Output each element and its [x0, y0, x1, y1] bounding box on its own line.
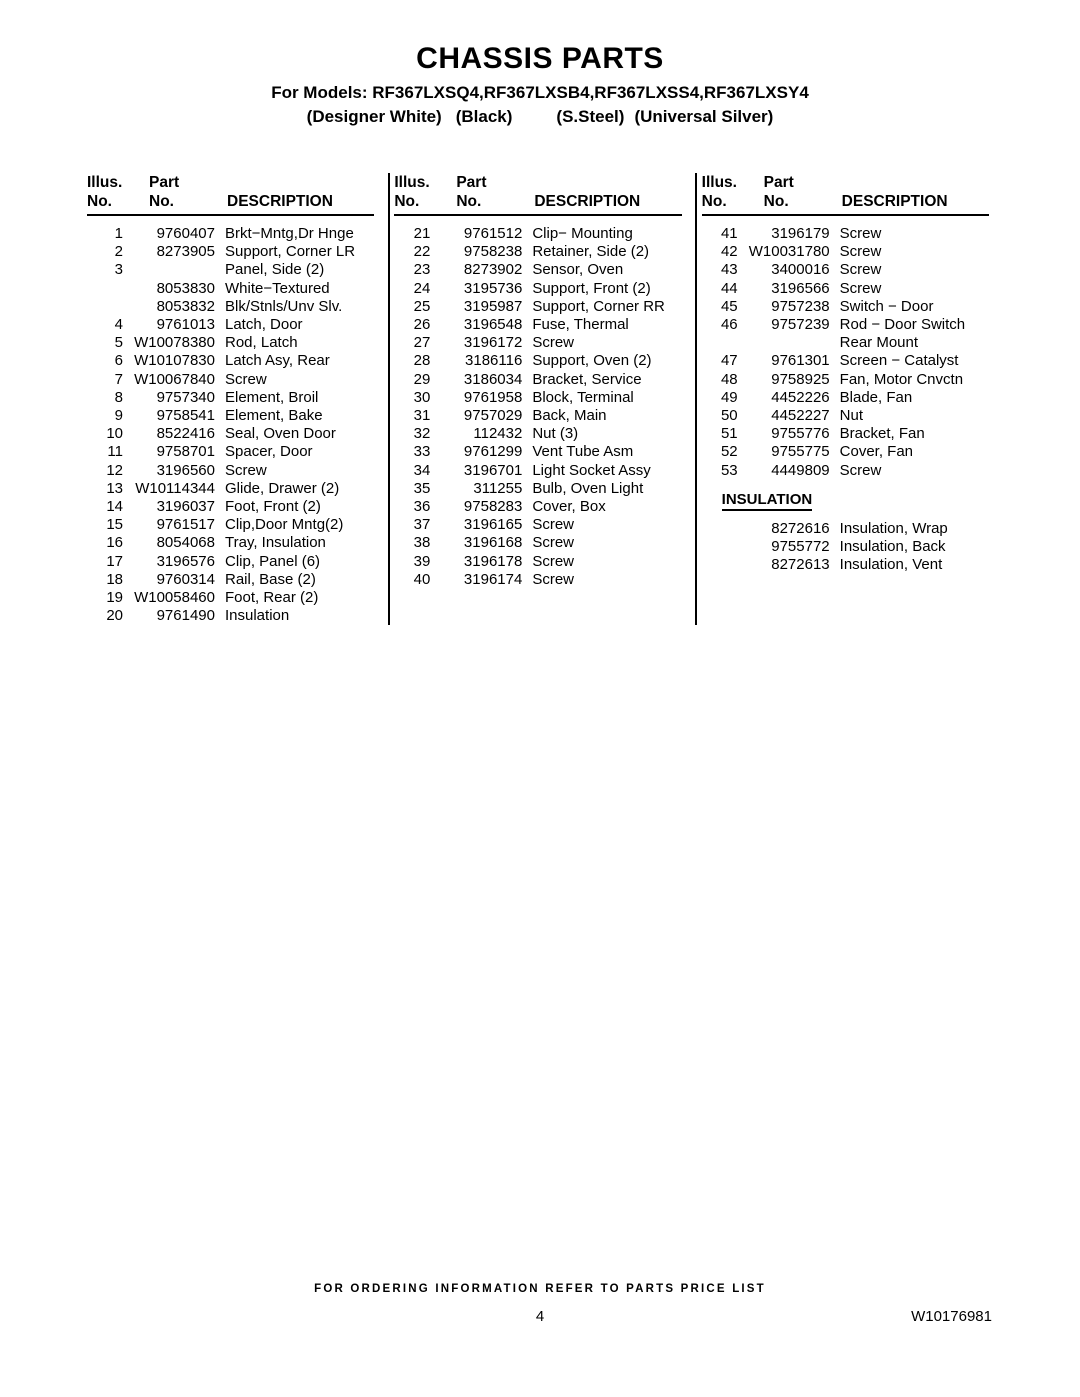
part-no-cell: 3196172: [463, 334, 523, 352]
header-illus-label: Illus.: [87, 174, 123, 191]
part-no-cell: 112432: [473, 425, 523, 443]
part-no-cell: 9760407: [156, 225, 215, 242]
part-no-cell: 9757340: [156, 388, 215, 406]
illus-no-cell: 36: [413, 498, 431, 516]
description-cell: Rod − Door Switch: [839, 316, 966, 334]
part-no-cell: 9755775: [771, 443, 830, 461]
part-no-cell: 9757239: [771, 316, 830, 334]
parts-rows: [87, 225, 374, 625]
illus-no-cell: 28: [413, 352, 431, 370]
models-line: For Models: RF367LXSQ4,RF367LXSB4,RF367LXSS4,RF367LXSY4: [271, 83, 809, 102]
illus-no-cell: 14: [106, 498, 123, 516]
parts-row: [394, 371, 681, 389]
illus-no-cell: 46: [720, 316, 738, 334]
part-no-cell: 3196566: [771, 279, 830, 297]
parts-row: [87, 553, 374, 571]
parts-row: [702, 225, 989, 243]
description-cell: Latch, Door: [225, 316, 303, 334]
part-no-cell: 3196179: [771, 225, 830, 242]
description-cell: Screw: [532, 534, 575, 552]
parts-column-2: [386, 173, 693, 589]
description-cell: Screw: [532, 552, 575, 570]
header-no-label: No.: [701, 193, 727, 210]
part-no-cell: 3196701: [463, 461, 523, 479]
part-no-cell: W10107830: [134, 352, 215, 370]
description-cell: Rear Mount: [839, 334, 919, 352]
illus-no-cell: 40: [413, 570, 431, 588]
description-cell: Light Socket Assy: [532, 461, 651, 479]
parts-row: [394, 498, 681, 516]
illus-no-cell: 4: [114, 316, 123, 334]
description-cell: Cover, Box: [532, 498, 606, 516]
illus-no-cell: 23: [413, 261, 431, 279]
parts-row: [394, 298, 681, 316]
part-no-cell: 8053830: [156, 279, 215, 297]
illus-no-cell: 30: [413, 388, 431, 406]
parts-row: [87, 225, 374, 243]
illus-no-cell: 51: [720, 425, 738, 443]
parts-row: [394, 443, 681, 461]
illus-no-cell: 31: [413, 407, 431, 425]
part-no-cell: 3196168: [463, 534, 523, 552]
finish-designer-white: (Designer White): [306, 107, 442, 126]
description-cell: Rod, Latch: [225, 334, 298, 352]
parts-row: [87, 316, 374, 334]
illus-no-cell: 9: [114, 407, 123, 425]
illus-no-cell: 42: [720, 243, 738, 261]
part-no-cell: 8273905: [156, 243, 215, 261]
illus-no-cell: 5: [114, 334, 123, 352]
description-cell: Support, Front (2): [532, 279, 651, 297]
parts-row: [702, 389, 989, 407]
parts-row: [87, 280, 374, 298]
finish-universal-silver: (Universal Silver): [634, 107, 774, 126]
description-cell: Tray, Insulation: [225, 534, 326, 552]
parts-row: [394, 261, 681, 279]
parts-row: [87, 407, 374, 425]
description-cell: Fan, Motor Cnvctn: [839, 370, 964, 388]
illus-no-cell: 45: [720, 297, 738, 315]
header-description-label: DESCRIPTION: [534, 193, 641, 210]
parts-row: [87, 534, 374, 552]
description-cell: Nut: [839, 407, 863, 425]
parts-row: [702, 298, 989, 316]
header-no-label: No.: [763, 193, 789, 210]
illus-no-cell: 17: [106, 552, 123, 570]
description-cell: Bulb, Oven Light: [532, 479, 644, 497]
parts-row: [394, 553, 681, 571]
illus-no-cell: 13: [106, 479, 123, 497]
description-cell: Blade, Fan: [839, 388, 913, 406]
part-no-cell: 3186116: [465, 352, 523, 370]
illus-no-cell: 38: [413, 534, 431, 552]
illus-no-cell: 20: [106, 607, 123, 625]
column-divider: [695, 173, 697, 625]
part-no-cell: 9758283: [463, 498, 523, 516]
part-no-cell: 3196178: [463, 552, 523, 570]
parts-row: [87, 516, 374, 534]
parts-row: [87, 443, 374, 461]
part-no-cell: 9758238: [463, 243, 523, 261]
parts-row: [394, 225, 681, 243]
description-cell: Screen − Catalyst: [839, 352, 959, 370]
part-no-cell: 3196165: [463, 516, 523, 534]
part-no-cell: 3195987: [463, 297, 523, 315]
insulation-section-title: INSULATION: [722, 491, 813, 511]
part-no-cell: 9755772: [771, 538, 830, 556]
part-no-cell: [123, 261, 215, 279]
illus-no-cell: 7: [114, 370, 123, 388]
description-cell: Insulation: [225, 607, 290, 625]
part-no-cell: 9761301: [771, 352, 830, 370]
description-cell: Retainer, Side (2): [532, 243, 650, 261]
header-part-label: Part: [456, 174, 487, 191]
parts-row: [702, 538, 989, 556]
illus-no-cell: [87, 280, 123, 298]
description-cell: Fuse, Thermal: [532, 316, 629, 334]
parts-row: [702, 443, 989, 461]
description-cell: Support, Corner RR: [532, 297, 665, 315]
part-no-cell: 3186034: [463, 370, 523, 388]
description-cell: Bracket, Service: [532, 370, 642, 388]
description-cell: Screw: [839, 243, 882, 261]
ordering-note: FOR ORDERING INFORMATION REFER TO PARTS PRICE LIST: [314, 1283, 766, 1295]
page-title: CHASSIS PARTS: [416, 42, 664, 75]
parts-row: [87, 371, 374, 389]
illus-no-cell: 32: [413, 425, 431, 443]
parts-row: [394, 462, 681, 480]
parts-row: [394, 480, 681, 498]
part-no-cell: 9761512: [463, 225, 523, 242]
illus-no-cell: 21: [413, 225, 431, 242]
illus-no-cell: 22: [413, 243, 431, 261]
parts-rows: [702, 225, 989, 480]
parts-row: [702, 425, 989, 443]
header-no-label: No.: [394, 193, 420, 210]
parts-row: [87, 571, 374, 589]
parts-row: [702, 280, 989, 298]
parts-row: [87, 589, 374, 607]
illus-no-cell: 53: [720, 461, 738, 479]
header-description-label: DESCRIPTION: [227, 193, 333, 210]
part-no-cell: 9761958: [463, 388, 523, 406]
parts-row: [87, 498, 374, 516]
part-no-cell: 8272613: [771, 556, 830, 574]
parts-row: [394, 516, 681, 534]
parts-row: [702, 407, 989, 425]
description-cell: Insulation, Back: [839, 538, 946, 556]
part-no-cell: 3400016: [771, 261, 830, 279]
description-cell: Insulation, Vent: [839, 556, 943, 574]
parts-column-3: [694, 173, 1001, 574]
part-no-cell: 8272616: [771, 519, 830, 537]
parts-row: [394, 425, 681, 443]
description-cell: Support, Oven (2): [532, 352, 652, 370]
parts-row: [394, 534, 681, 552]
header-part-label: Part: [763, 174, 794, 191]
parts-row: [394, 571, 681, 589]
illus-no-cell: 16: [106, 534, 123, 552]
illus-no-cell: 37: [413, 516, 431, 534]
description-cell: Cover, Fan: [839, 443, 914, 461]
part-no-cell: 8053832: [156, 297, 215, 315]
part-no-cell: 9758541: [156, 407, 215, 425]
parts-row: [394, 243, 681, 261]
part-no-cell: W10078380: [134, 334, 215, 352]
description-cell: Vent Tube Asm: [532, 443, 634, 461]
parts-row: [394, 407, 681, 425]
header-no-label: No.: [149, 193, 174, 210]
illus-no-cell: 39: [413, 552, 431, 570]
illus-no-cell: 50: [720, 407, 738, 425]
description-cell: Screw: [532, 516, 575, 534]
part-no-cell: 9761299: [463, 443, 523, 461]
illus-no-cell: 12: [106, 461, 123, 479]
part-no-cell: 4452227: [771, 407, 830, 425]
column-header: [702, 173, 989, 216]
illus-no-cell: 18: [106, 570, 123, 588]
description-cell: Rail, Base (2): [225, 570, 316, 588]
description-cell: Screw: [532, 334, 575, 352]
illus-no-cell: 52: [720, 443, 738, 461]
parts-row: [702, 371, 989, 389]
description-cell: Sensor, Oven: [532, 261, 624, 279]
description-cell: Seal, Oven Door: [225, 425, 336, 443]
parts-row: [87, 334, 374, 352]
parts-row: [702, 556, 989, 574]
illus-no-cell: [702, 334, 738, 352]
parts-column-1: [79, 173, 386, 625]
part-no-cell: 8273902: [463, 261, 523, 279]
header-illus-label: Illus.: [394, 174, 430, 191]
part-no-cell: 3196560: [156, 461, 215, 479]
parts-row: [394, 334, 681, 352]
description-cell: Element, Bake: [225, 407, 323, 425]
illus-no-cell: 10: [106, 425, 123, 443]
parts-row: [87, 607, 374, 625]
description-cell: Support, Corner LR: [225, 243, 356, 261]
header-illus-label: Illus.: [701, 174, 737, 191]
parts-row: [394, 280, 681, 298]
part-no-cell: 9761517: [156, 516, 215, 534]
parts-row: [87, 261, 374, 279]
parts-row: [702, 243, 989, 261]
parts-row: [87, 352, 374, 370]
illus-no-cell: 43: [720, 261, 738, 279]
parts-row: [87, 480, 374, 498]
illus-no-cell: 27: [413, 334, 431, 352]
description-cell: Foot, Rear (2): [225, 589, 319, 607]
parts-row: [702, 520, 989, 538]
part-no-cell: 3196037: [156, 498, 215, 516]
illus-no-cell: 1: [114, 225, 123, 242]
illus-no-cell: 26: [413, 316, 431, 334]
header-description-label: DESCRIPTION: [841, 193, 948, 210]
description-cell: Bracket, Fan: [839, 425, 925, 443]
column-header: [394, 173, 681, 216]
parts-row: [394, 352, 681, 370]
illus-no-cell: 49: [720, 388, 738, 406]
part-no-cell: 3196576: [156, 552, 215, 570]
parts-rows: [394, 225, 681, 589]
description-cell: White−Textured: [225, 279, 330, 297]
illus-no-cell: [702, 556, 738, 574]
illus-no-cell: 47: [720, 352, 738, 370]
description-cell: Screw: [839, 279, 882, 297]
description-cell: Spacer, Door: [225, 443, 313, 461]
part-no-cell: 8054068: [156, 534, 215, 552]
part-no-cell: 311255: [473, 479, 523, 497]
parts-row: [87, 389, 374, 407]
description-cell: Screw: [532, 570, 575, 588]
header-part-label: Part: [149, 174, 180, 191]
part-no-cell: W10058460: [134, 589, 215, 607]
description-cell: Nut (3): [532, 425, 579, 443]
part-no-cell: 4452226: [771, 388, 830, 406]
finish-ssteel: (S.Steel): [556, 107, 625, 126]
description-cell: Clip− Mounting: [532, 225, 633, 242]
part-no-cell: 9758925: [771, 370, 830, 388]
parts-row: [702, 261, 989, 279]
illus-no-cell: 2: [114, 243, 123, 261]
part-no-cell: 3195736: [463, 279, 523, 297]
description-cell: Insulation, Wrap: [839, 519, 948, 537]
illus-no-cell: 35: [413, 479, 431, 497]
part-no-cell: 9760314: [156, 570, 215, 588]
parts-table: [79, 173, 1001, 625]
illus-no-cell: 8: [114, 388, 123, 406]
page-number: 4: [535, 1308, 545, 1325]
illus-no-cell: [702, 538, 738, 556]
part-no-cell: 9761490: [156, 607, 215, 625]
description-cell: Latch Asy, Rear: [225, 352, 330, 370]
parts-row: [87, 462, 374, 480]
illus-no-cell: 19: [106, 589, 123, 607]
description-cell: Block, Terminal: [532, 388, 634, 406]
part-no-cell: W10067840: [134, 370, 215, 388]
description-cell: Screw: [839, 225, 882, 242]
description-cell: Panel, Side (2): [225, 261, 325, 279]
part-no-cell: 9755776: [771, 425, 830, 443]
parts-row: [87, 425, 374, 443]
description-cell: Glide, Drawer (2): [225, 479, 340, 497]
column-header: [87, 173, 374, 216]
column-divider: [388, 173, 390, 625]
illus-no-cell: 44: [720, 279, 738, 297]
description-cell: Back, Main: [532, 407, 607, 425]
illus-no-cell: 3: [114, 261, 123, 279]
description-cell: Switch − Door: [839, 297, 934, 315]
illus-no-cell: 48: [720, 370, 738, 388]
description-cell: Clip,Door Mntg(2): [225, 516, 344, 534]
description-cell: Screw: [839, 261, 882, 279]
illus-no-cell: [87, 298, 123, 316]
part-no-cell: 9757238: [771, 297, 830, 315]
illus-no-cell: 34: [413, 461, 431, 479]
description-cell: Screw: [225, 370, 267, 388]
description-cell: Element, Broil: [225, 388, 319, 406]
description-cell: Screw: [839, 461, 882, 479]
part-no-cell: W10031780: [748, 243, 830, 261]
parts-row: [394, 389, 681, 407]
header-no-label: No.: [456, 193, 482, 210]
part-no-cell: 3196548: [463, 316, 523, 334]
illus-no-cell: 25: [413, 297, 431, 315]
part-no-cell: 4449809: [771, 461, 830, 479]
finishes-line: [0, 107, 1080, 127]
part-no-cell: 8522416: [156, 425, 215, 443]
illus-no-cell: 11: [107, 443, 123, 461]
parts-row: [702, 334, 989, 352]
parts-row: [702, 352, 989, 370]
description-cell: Clip, Panel (6): [225, 552, 321, 570]
parts-row: [87, 298, 374, 316]
parts-row: [394, 316, 681, 334]
description-cell: Screw: [225, 461, 267, 479]
part-no-cell: 9761013: [156, 316, 215, 334]
part-no-cell: 3196174: [463, 570, 523, 588]
parts-row: [87, 243, 374, 261]
illus-no-cell: 6: [114, 352, 123, 370]
illus-no-cell: 29: [413, 370, 431, 388]
illus-no-cell: 33: [413, 443, 431, 461]
header-no-label: No.: [87, 193, 112, 210]
part-no-cell: 9758701: [156, 443, 215, 461]
parts-row: [702, 462, 989, 480]
document-number: W10176981: [911, 1308, 992, 1325]
parts-row: [702, 316, 989, 334]
part-no-cell: 9757029: [463, 407, 523, 425]
part-no-cell: W10114344: [135, 479, 215, 497]
insulation-rows: [702, 520, 989, 575]
part-no-cell: [738, 334, 830, 352]
description-cell: Blk/Stnls/Unv Slv.: [225, 297, 343, 315]
description-cell: Foot, Front (2): [225, 498, 321, 516]
description-cell: Brkt−Mntg,Dr Hnge: [225, 225, 354, 242]
illus-no-cell: 15: [106, 516, 123, 534]
finish-black: (Black): [455, 107, 513, 126]
illus-no-cell: [702, 520, 738, 538]
illus-no-cell: 24: [413, 279, 431, 297]
illus-no-cell: 41: [720, 225, 738, 242]
insulation-section: [722, 491, 989, 511]
